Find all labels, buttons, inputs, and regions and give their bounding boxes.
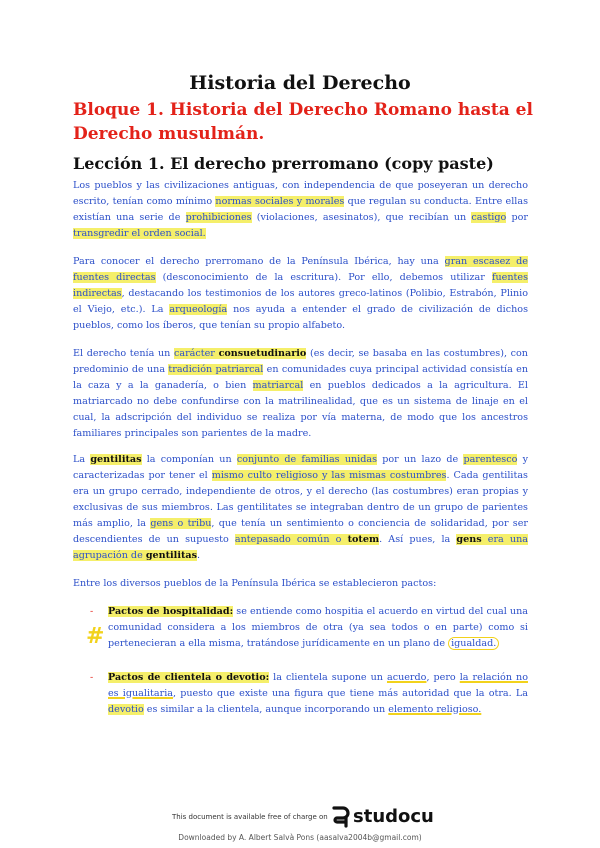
text-run: El derecho tenía un [73,348,174,359]
highlight: arqueología [169,304,228,315]
footer [0,808,600,848]
text-run: , destacando los testimonios de los autores greco-latinos (Polibio, Estrabón, Plinio el Viejo, etc.). La [73,288,528,315]
highlight: devotio [108,704,144,715]
underlined-text: la relación no es igualitaria [108,672,528,699]
footer-note: This document is available free of charge on [172,813,328,821]
highlight: normas sociales y morales [215,196,345,207]
text-run: es similar a la clientela, aunque incorporando un [143,704,389,715]
text-run: . Así pues, la [379,534,457,545]
text-run: en pueblos dedicados a la agricultura. El matriarcado no debe confundirse con la matrilinealidad, que es un sistema de linaje en el cual, la adscripción del individuo se realiza por vía materna, de modo que los ancestros familiares principales son parientes de la madre. [73,380,528,439]
text-run: en comunidades cuya principal actividad consistía en la caza y a la ganadería, o bien [73,364,529,391]
text-run: y caracterizadas por tener el [73,454,528,481]
paragraph-pactos-intro: Entre los diversos pueblos de la Península Ibérica se establecieron pactos: [73,578,437,589]
text-run: (violaciones, asesinatos), que recibían un [251,212,472,223]
paragraph-consuetudinario [73,346,528,442]
text-run: , puesto que existe una figura que tiene más autoridad que la otra. La [172,688,528,699]
studocu-logo-text[interactable]: studocu [353,806,434,827]
text-run: se entiende como hospitia el acuerdo en virtud del cual una comunidad considera a los miembros de otra (ya sea todos o en parte) como si pertenecieran a ella misma, tratándose jurídicamente en un plano de [108,606,528,649]
highlight: carácter [174,348,219,359]
list-item [90,670,528,718]
highlight: antepasado común o [234,534,348,545]
highlight: era una agrupación de [73,534,528,561]
downloaded-by: Downloaded by A. Albert Salvà Pons (aasalva2004b@gmail.com) [178,833,422,842]
highlight-bold: consuetudinario [218,348,307,359]
text-run: , pero [426,672,460,683]
text-run: (es decir, se basaba en las costumbres), con predominio de una [73,348,528,375]
list-item [90,604,528,652]
text-run: nos ayuda a entender el grado de civilización de dichos pueblos, como los íberos, que tenían su propio alfabeto. [73,304,528,331]
highlight: castigo [471,212,507,223]
pactos-list [90,604,528,718]
highlight-bold: gentilitas [90,454,142,465]
studocu-logo-icon [330,806,350,828]
text-run: Para conocer el derecho prerromano de la Península Ibérica, hay una [73,256,445,267]
paragraph-normas [73,178,528,242]
document-title: Historia del Derecho [189,72,411,94]
text-run: la componían un [141,454,237,465]
margin-hash-mark: # [86,624,105,649]
list-dash: - [90,672,94,683]
highlight: transgredir el orden social. [73,228,206,239]
highlight: gran escasez de fuentes directas [73,256,528,283]
highlight: mismo culto religioso y las mismas costumbres [211,470,447,481]
text-run: (desconocimiento de la escritura). Por ello, debemos utilizar [155,272,492,283]
text-run: Los pueblos y las civilizaciones antiguas, con independencia de que poseyeran un derecho escrito, tenían como mínimo [73,180,528,207]
highlight: tradición patriarcal [168,364,264,375]
text-run: que regulan su conducta. Entre ellas existían una serie de [73,196,528,223]
text-run: , que tenía un sentimiento o conciencia de solidaridad, por ser descendientes de un supuesto [73,518,528,545]
lesson-heading: Lección 1. El derecho prerromano (copy paste) [73,154,494,173]
block-heading: Bloque 1. Historia del Derecho Romano hasta el Derecho musulmán. [73,100,533,144]
underlined-text: elemento religioso. [388,704,482,715]
text-run: por un lazo de [377,454,464,465]
highlight: matriarcal [252,380,304,391]
highlight-bold: gens [456,534,482,545]
highlight: prohibiciones [185,212,252,223]
paragraph-fuentes [73,254,528,334]
underlined-text: acuerdo [386,672,427,683]
highlight-bold: Pactos de hospitalidad: [108,606,234,617]
highlight-bold: Pactos de clientela o devotio: [108,672,270,683]
circled-word: igualdad. [448,637,499,650]
highlight: parentesco [463,454,518,465]
list-dash: - [90,606,94,617]
text-run: . [197,550,201,561]
highlight: gens o tribu [150,518,212,529]
paragraph-gentilitas [73,452,528,564]
text-run: La [73,454,91,465]
highlight-bold: gentilitas [145,550,198,561]
text-run: la clientela supone un [269,672,387,683]
text-run: . Cada gentilitas era un grupo cerrado, independiente de otros, y el derecho (las costumbres) eran propias y exclusivas de sus miembros. Las gentilitates se integraban dentro de un grupo de parientes más amplio, la [73,470,528,529]
highlight: fuentes indirectas [73,272,528,299]
text-run: por [506,212,528,223]
highlight: conjunto de familias unidas [236,454,378,465]
highlight-bold: totem [347,534,380,545]
